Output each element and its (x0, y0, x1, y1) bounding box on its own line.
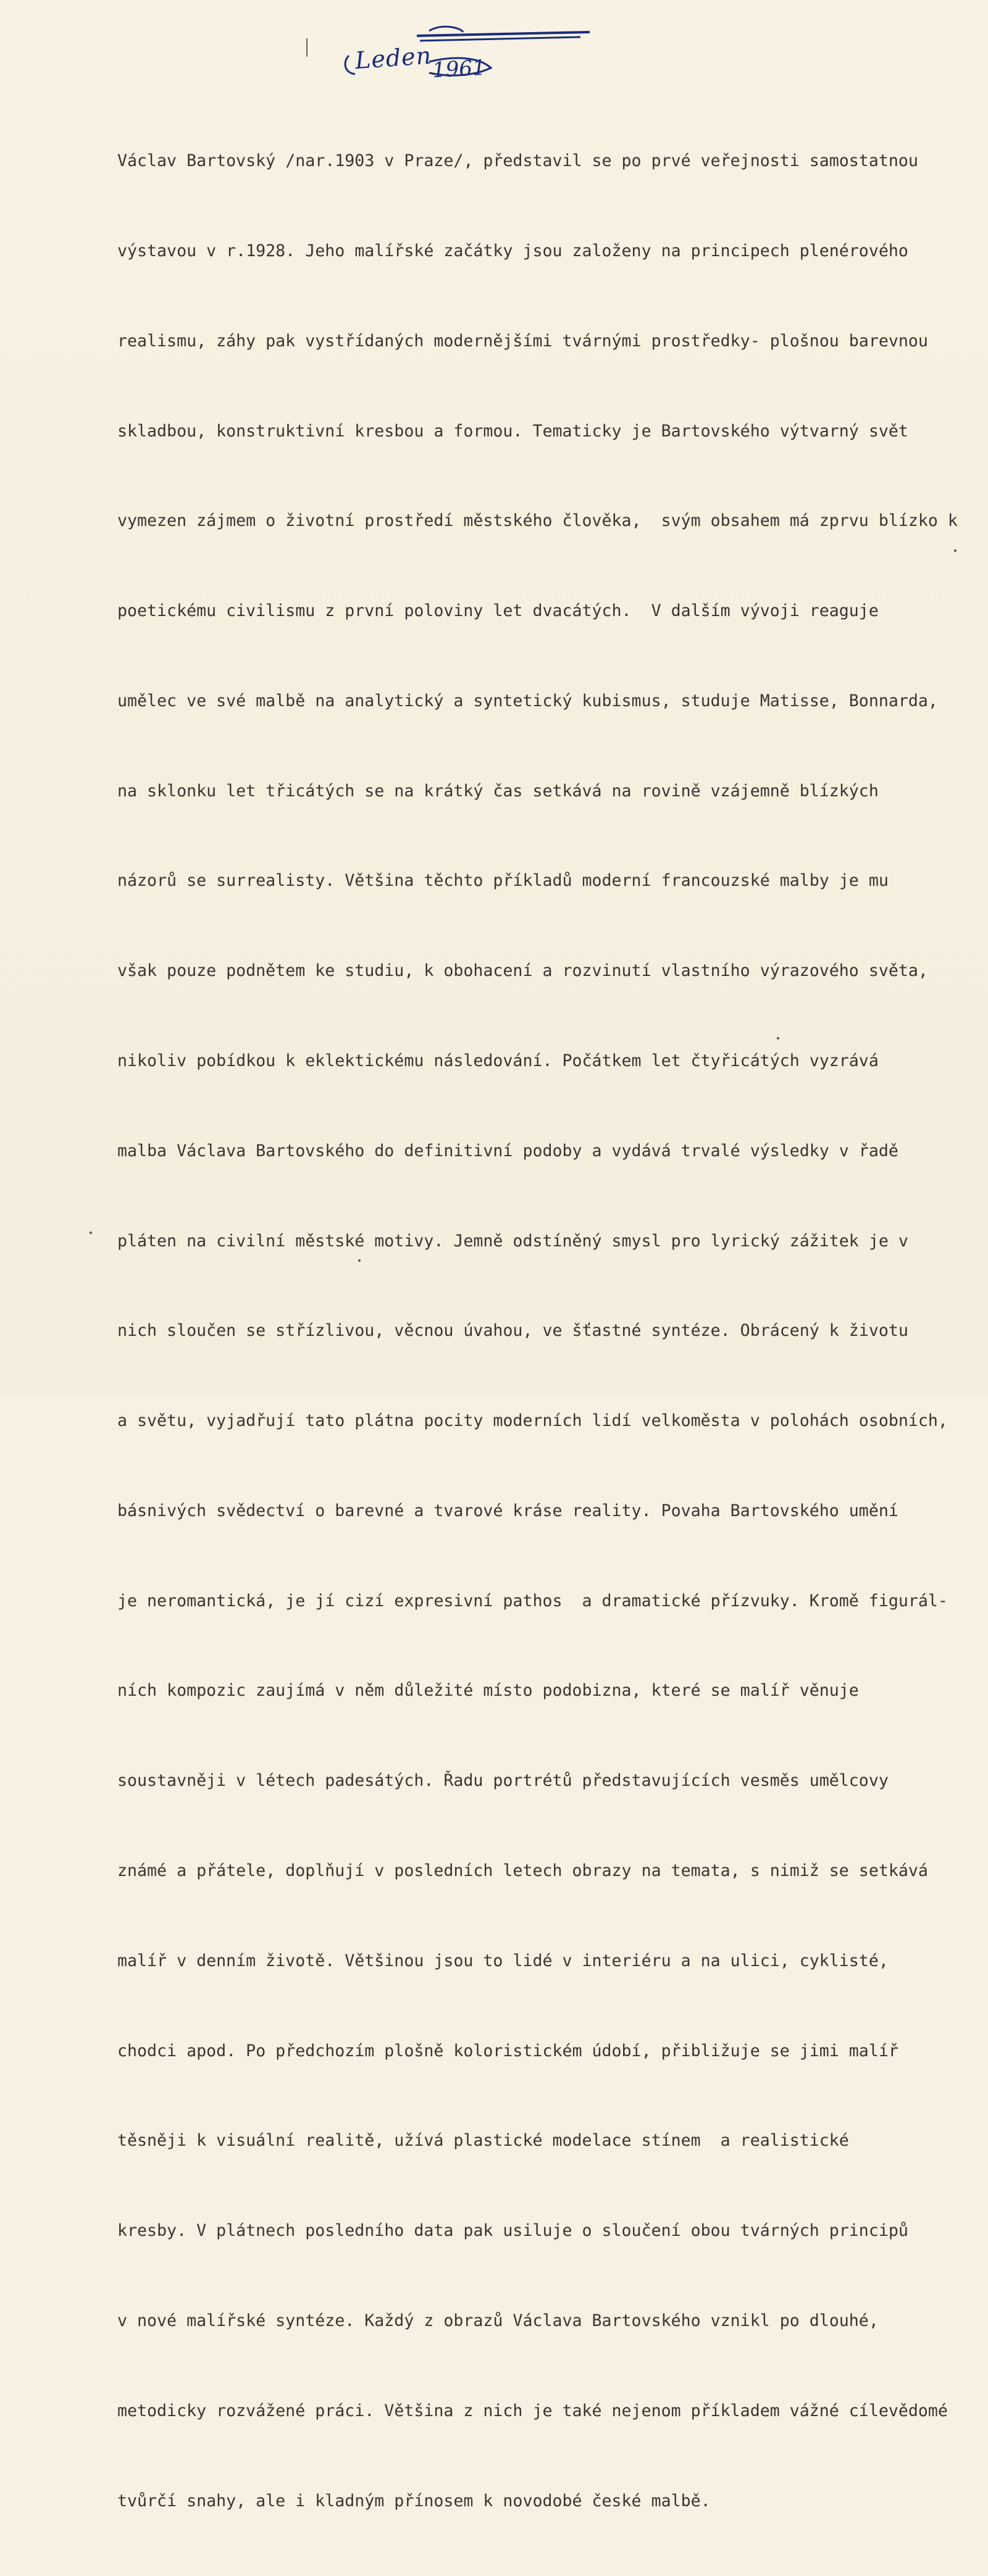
paper-speck (954, 549, 957, 552)
paper-speck (358, 1259, 361, 1262)
text-line: však pouze podnětem ke studiu, k obohacení a rozvinutí vlastního výrazového světa, (117, 961, 928, 981)
handwritten-month: Leden (354, 41, 433, 75)
text-line: je neromantická, je jí cizí expresivní pathos a dramatické přízvuky. Kromě figurál- (117, 1591, 948, 1611)
text-line: nich sloučen se střízlivou, věcnou úvahou, ve šťastné syntéze. Obrácený k životu (117, 1321, 908, 1341)
typed-text-body (117, 86, 969, 2576)
text-line: názorů se surrealisty. Většina těchto příkladů moderní francouzské malby je mu (117, 871, 889, 891)
text-line: pláten na civilní městské motivy. Jemně odstíněný smysl pro lyrický zážitek je v (117, 1231, 908, 1251)
text-line: soustavněji v létech padesátých. Řadu portrétů představujících vesměs umělcovy (117, 1771, 889, 1791)
text-line: poetickému civilismu z první poloviny let dvacátých. V dalším vývoji reaguje (117, 601, 879, 621)
paper-speck (777, 1037, 779, 1040)
text-line: skladbou, konstruktivní kresbou a formou. Tematicky je Bartovského výtvarný svět (117, 421, 908, 441)
text-line: malíř v denním životě. Většinou jsou to lidé v interiéru a na ulici, cyklisté, (117, 1951, 889, 1970)
text-line: v nové malířské syntéze. Každý z obrazů Václava Bartovského vznikl po dlouhé, (117, 2311, 879, 2330)
text-line: výstavou v r.1928. Jeho malířské začátky jsou založeny na principech plenérového (117, 241, 908, 261)
text-line: nikoliv pobídkou k eklektickému následování. Počátkem let čtyřicátých vyzrává (117, 1051, 879, 1070)
text-line: ních kompozic zaujímá v něm důležité místo podobizna, které se malíř věnuje (117, 1681, 859, 1701)
text-line: metodicky rozvážené práci. Většina z nich je také nejenom příkladem vážné cílevědomé (117, 2401, 948, 2420)
text-line: vymezen zájmem o životní prostředí městského člověka, svým obsahem má zprvu blízko k (117, 511, 958, 531)
text-line: a světu, vyjadřují tato plátna pocity moderních lidí velkoměsta v polohách osobních, (117, 1411, 948, 1431)
text-line: realismu, záhy pak vystřídaných modernějšími tvárnými prostředky- plošnou barevnou (117, 331, 928, 351)
text-line: umělec ve své malbě na analytický a syntetický kubismus, studuje Matisse, Bonnarda, (117, 691, 938, 711)
paper-speck (90, 1232, 92, 1234)
handwritten-year: 1961 (432, 55, 487, 83)
text-line: na sklonku let třicátých se na krátký čas setkává na rovině vzájemně blízkých (117, 781, 879, 801)
text-line: těsněji k visuální realitě, užívá plastické modelace stínem a realistické (117, 2131, 849, 2151)
text-line: tvůrčí snahy, ale i kladným přínosem k novodobé české malbě. (117, 2491, 711, 2511)
paper-speck (306, 38, 308, 57)
text-line: chodci apod. Po předchozím plošně koloristickém údobí, přibližuje se jimi malíř (117, 2041, 898, 2061)
text-line: básnivých svědectví o barevné a tvarové kráse reality. Povaha Bartovského umění (117, 1501, 898, 1520)
text-line: známé a přátele, doplňují v posledních letech obrazy na temata, s nimiž se setkává (117, 1861, 928, 1881)
text-line: malba Václava Bartovského do definitivní podoby a vydává trvalé výsledky v řadě (117, 1141, 898, 1161)
text-line: kresby. V plátnech posledního data pak usiluje o sloučení obou tvárných principů (117, 2221, 908, 2241)
text-line: Václav Bartovský /nar.1903 v Praze/, představil se po prvé veřejnosti samostatnou (117, 151, 918, 171)
